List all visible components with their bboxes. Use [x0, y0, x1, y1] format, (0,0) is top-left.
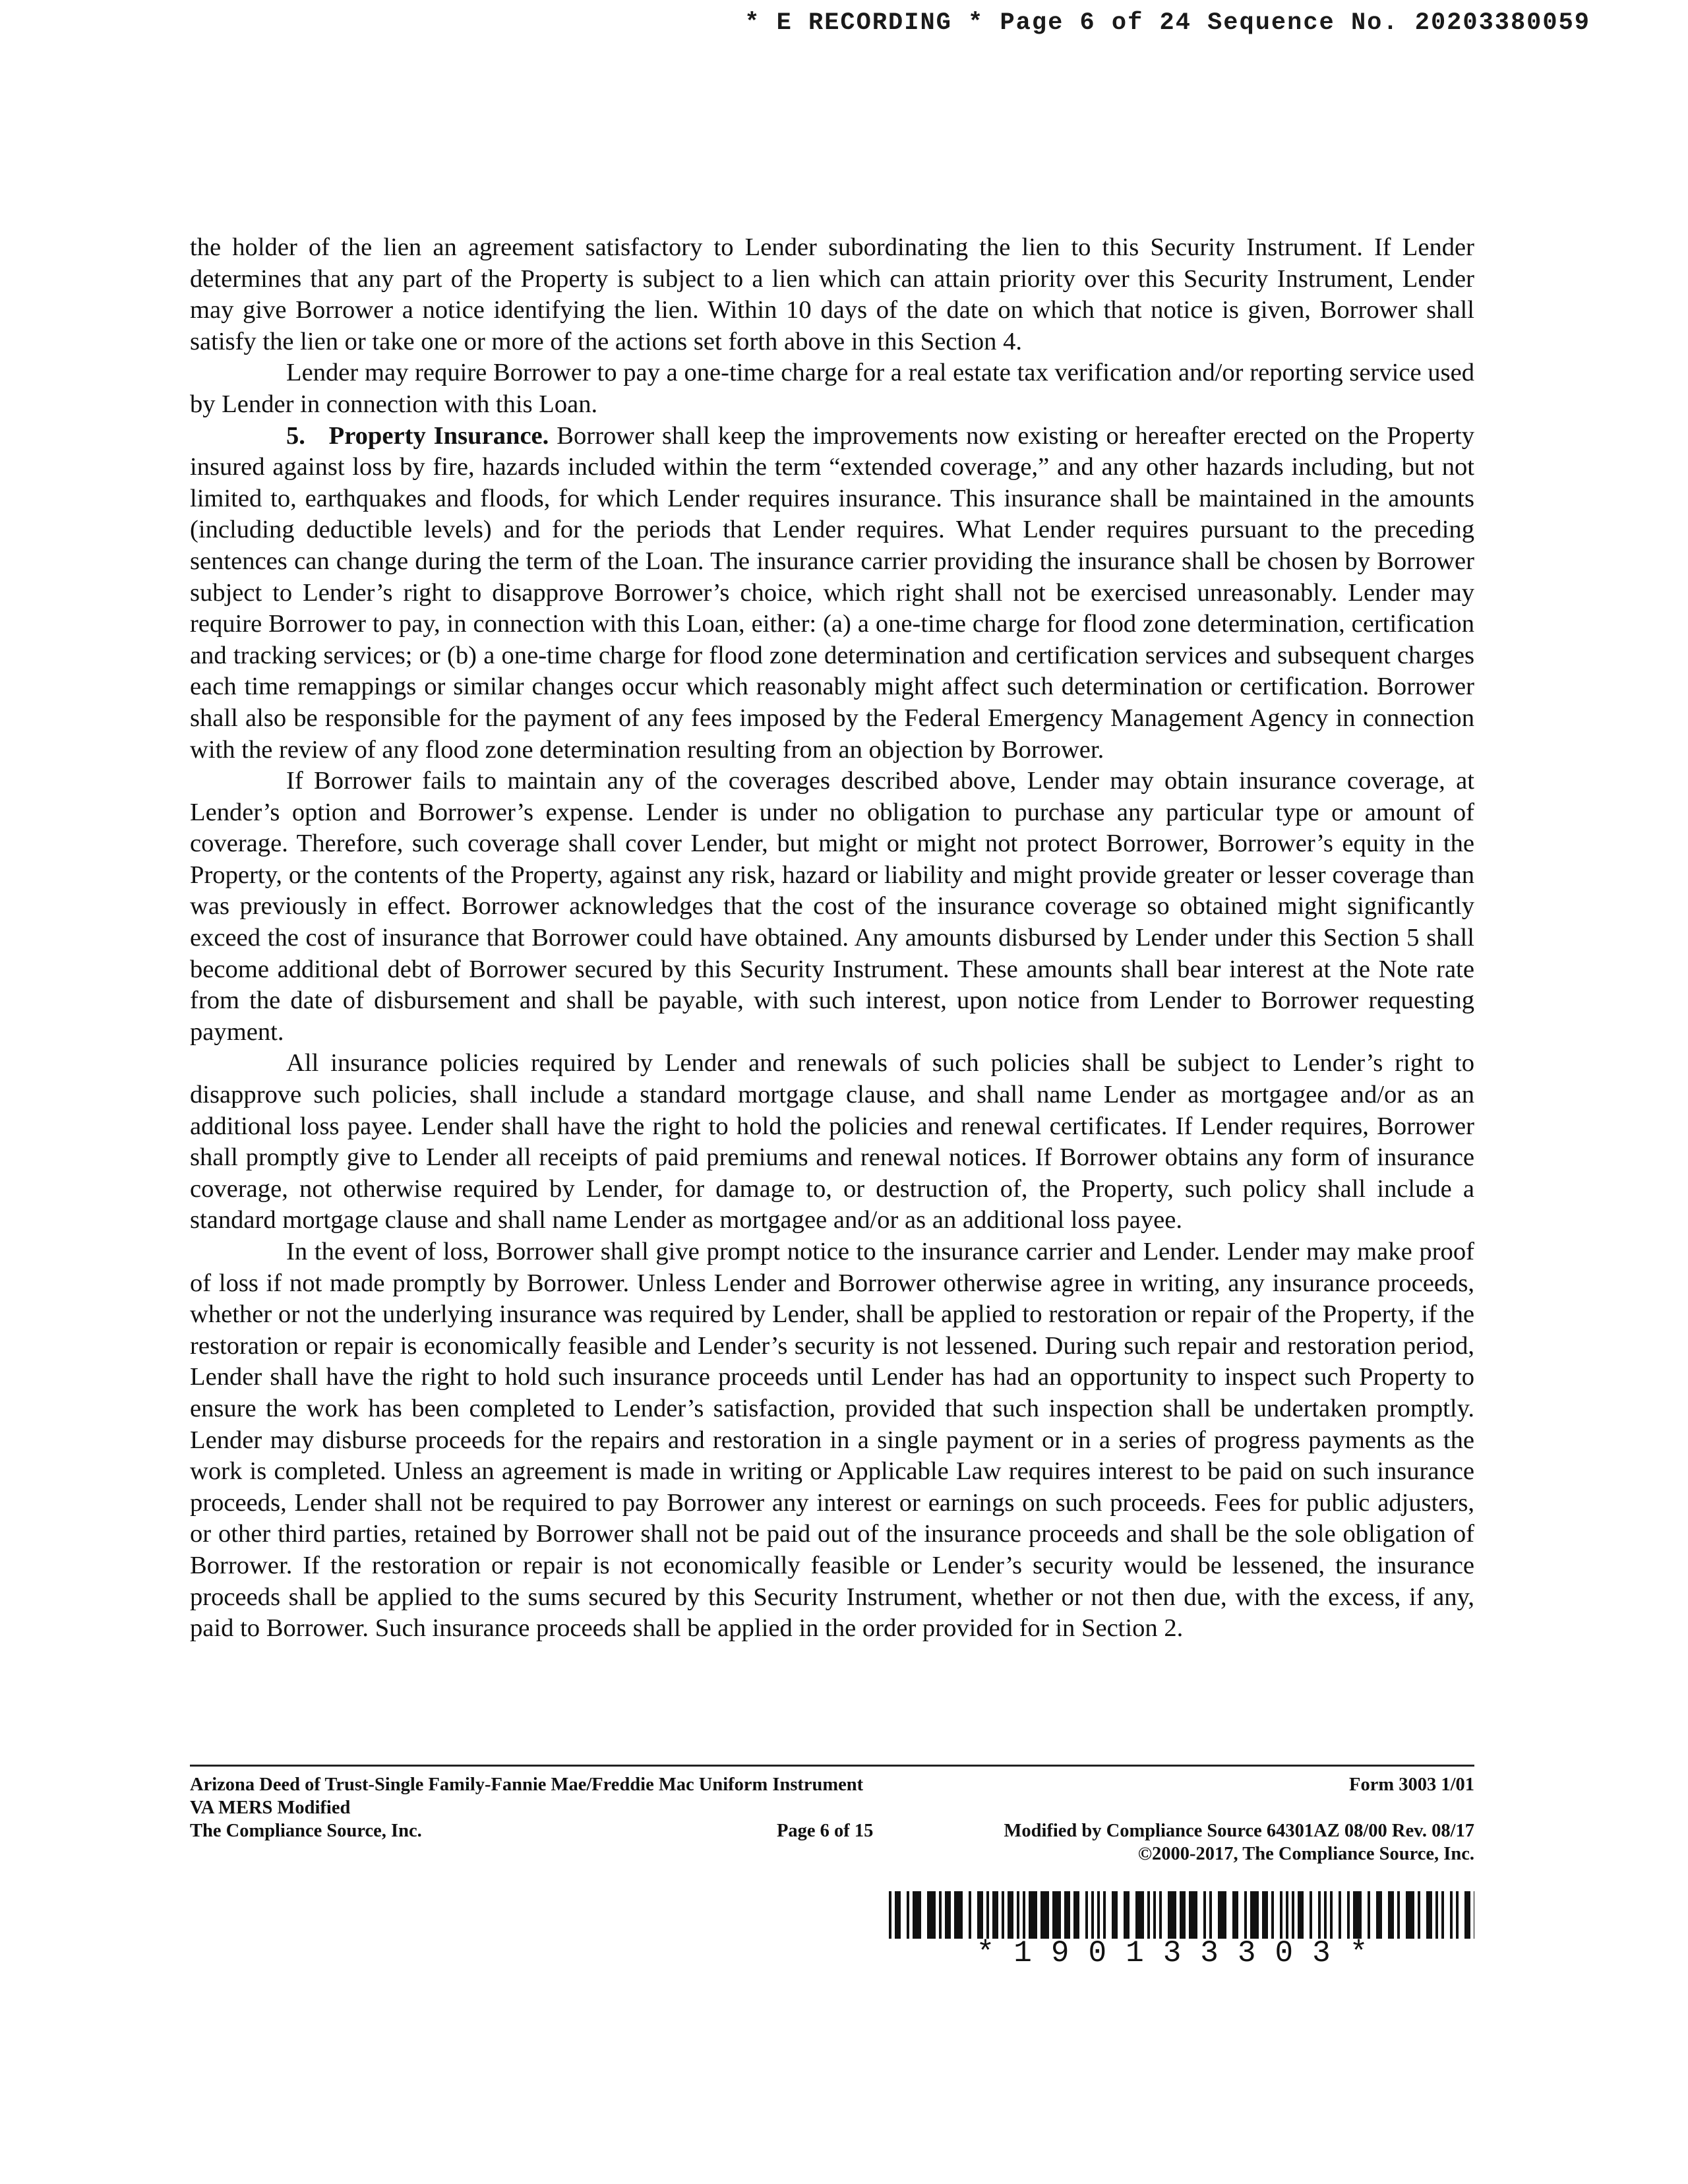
barcode-bar: [977, 1891, 983, 1939]
section-title: Property Insurance.: [328, 421, 549, 450]
barcode-bar: [1103, 1891, 1106, 1939]
barcode-bar: [1339, 1891, 1341, 1939]
barcode-number: *190133303*: [976, 1936, 1387, 1970]
barcode-bar: [1280, 1891, 1282, 1939]
barcode-bar: [1397, 1891, 1400, 1939]
barcode-bar: [1203, 1891, 1206, 1939]
barcode-bar: [1189, 1891, 1197, 1939]
barcode-bar: [969, 1891, 971, 1939]
barcode-bar: [1464, 1891, 1470, 1939]
barcode-bar: [1029, 1891, 1037, 1939]
barcode-bar: [1347, 1891, 1350, 1939]
barcode-bar: [1262, 1891, 1268, 1939]
paragraph-insurance-policies: All insurance policies required by Lender and renewals of such policies shall be subject to Lender’s right to disapprove such policies, shall include a standard mortgage clause, and shall name Lender as mortgagee and/or as an additional loss payee. Lender shall have the right to hold the policies and renewal certificates. If Lender requires, Borrower shall promptly give to Lender all receipts of paid premiums and renewal notices. If Borrower obtains any form of insurance coverage, not otherwise required by Lender, for damage to, or destruction of, the Property, such policy shall include a standard mortgage clause and shall name Lender as mortgagee and/or as an additional loss payee.: [190, 1049, 1474, 1234]
paragraph-continuation: the holder of the lien an agreement satisfactory to Lender subordinating the lien to this Security Instrument. If Lender determines that any part of the Property is subject to a lien which can attain priority over this Security Instrument, Lender may give Borrower a notice identifying the lien. Within 10 days of the date on which that notice is given, Borrower shall satisfy the lien or take one or more of the actions set forth above in this Section 4.: [190, 233, 1474, 355]
barcode-bar: [1073, 1891, 1079, 1939]
barcode-bar: [1180, 1891, 1186, 1939]
barcode-bar: [1426, 1891, 1432, 1939]
document-body: [190, 232, 1474, 1645]
page-number: Page 6 of 15: [777, 1821, 874, 1841]
barcode-bar: [1135, 1891, 1144, 1939]
form-modifier: VA MERS Modified: [190, 1798, 351, 1818]
barcode-bar: [1271, 1891, 1274, 1939]
barcode-bar: [1244, 1891, 1247, 1939]
barcode-bar: [1085, 1891, 1088, 1939]
copyright: ©2000-2017, The Compliance Source, Inc.: [1137, 1844, 1474, 1864]
barcode-bar: [1023, 1891, 1025, 1939]
barcode-bar: [1368, 1891, 1370, 1939]
barcode-bar: [1388, 1891, 1394, 1939]
barcode-bar: [889, 1891, 891, 1939]
barcode-bar: [895, 1891, 901, 1939]
paragraph-tax-verification: Lender may require Borrower to pay a one-time charge for a real estate tax verification and/or reporting service used by Lender in connection with this Loan.: [190, 359, 1474, 418]
barcode-bar: [1002, 1891, 1004, 1939]
paragraph-event-of-loss: In the event of loss, Borrower shall give prompt notice to the insurance carrier and Lender. Lender may make proof of loss if not made promptly by Borrower. Unless Lender and Borrower otherwise agree in writing, any insurance proceeds, whether or not the underlying insurance was required by Lender, shall be applied to restoration or repair of the Property, if the restoration or repair is economically feasible and Lender’s security is not lessened. During such repair and restoration period, Lender shall have the right to hold such insurance proceeds until Lender has had an opportunity to inspect such Property to ensure the work has been completed to Lender’s satisfaction, provided that such inspection shall be undertaken promptly. Lender may disburse proceeds for the repairs and restoration in a single payment or in a series of progress payments as the work is completed. Unless an agreement is made in writing or Applicable Law requires interest to be paid on such insurance proceeds, Lender shall not be required to pay Borrower any interest or earnings on such proceeds. Fees for public adjusters, or other third parties, retained by Borrower shall not be paid out of the insurance proceeds and shall be the sole obligation of Borrower. If the restoration or repair is not economically feasible or Lender’s security would be lessened, the insurance proceeds shall be applied to the sums secured by this Security Instrument, whether or not then due, with the excess, if any, paid to Borrower. Such insurance proceeds shall be applied in the order provided for in Section 2.: [190, 1238, 1474, 1643]
barcode-bar: [1292, 1891, 1294, 1939]
barcode-bar: [945, 1891, 951, 1939]
barcode-bar: [1318, 1891, 1321, 1939]
barcode-bar: [1052, 1891, 1061, 1939]
barcode-bar: [986, 1891, 989, 1939]
barcode-bar: [1008, 1891, 1013, 1939]
barcode-bar: [1153, 1891, 1156, 1939]
barcode-bar: [1418, 1891, 1420, 1939]
barcode-bar: [1017, 1891, 1019, 1939]
barcode-bar: [1064, 1891, 1070, 1939]
barcode-bar: [1040, 1891, 1049, 1939]
barcode-bar: [1298, 1891, 1304, 1939]
barcode-bar: [1330, 1891, 1333, 1939]
barcode-bar: [907, 1891, 909, 1939]
barcode-bar: [939, 1891, 942, 1939]
barcode-bar: [927, 1891, 936, 1939]
barcode-bar: [1286, 1891, 1288, 1939]
modified-by: Modified by Compliance Source 64301AZ 08/00 Rev. 08/17: [1004, 1821, 1474, 1841]
barcode-bar: [1310, 1891, 1312, 1939]
barcode-bar: [1168, 1891, 1176, 1939]
barcode-bar: [1097, 1891, 1100, 1939]
barcode-bar: [913, 1891, 921, 1939]
barcode-bar: [1456, 1891, 1459, 1939]
paragraph-coverage-failure: If Borrower fails to maintain any of the coverages described above, Lender may obtain insurance coverage, at Lender’s option and Borrower’s expense. Lender is under no obligation to purchase any particular type or amount of coverage. Therefore, such coverage shall cover Lender, but might or might not protect Borrower, Borrower’s equity in the Property, or the contents of the Property, against any risk, hazard or liability and might provide greater or lesser coverage than was previously in effect. Borrower acknowledges that the cost of the insurance coverage so obtained might significantly exceed the cost of insurance that Borrower could have obtained. Any amounts disbursed by Lender under this Section 5 shall become additional debt of Borrower secured by this Security Instrument. These amounts shall bear interest at the Note rate from the date of disbursement and shall be payable, with such interest, upon notice from Lender to Borrower requesting payment.: [190, 767, 1474, 1046]
barcode-bar: [1159, 1891, 1162, 1939]
barcode-graphic: [889, 1891, 1474, 1939]
section-number: 5.: [286, 421, 305, 450]
barcode-bar: [1406, 1891, 1414, 1939]
barcode-bar: [1353, 1891, 1362, 1939]
barcode-bar: [1250, 1891, 1259, 1939]
company-name: The Compliance Source, Inc.: [190, 1821, 422, 1841]
paragraph-property-insurance: [190, 421, 1474, 766]
barcode-bar: [1450, 1891, 1453, 1939]
barcode-bar: [1124, 1891, 1130, 1939]
form-number: Form 3003 1/01: [1349, 1774, 1474, 1795]
barcode-bar: [1232, 1891, 1238, 1939]
barcode-bar: [1324, 1891, 1327, 1939]
barcode-bar: [1209, 1891, 1212, 1939]
footer-divider: [190, 1765, 1474, 1767]
barcode-bar: [992, 1891, 998, 1939]
barcode-bar: [1441, 1891, 1444, 1939]
barcode-bar: [1376, 1891, 1382, 1939]
form-title: Arizona Deed of Trust-Single Family-Fannie Mae/Freddie Mac Uniform Instrument: [190, 1774, 864, 1795]
barcode-bar: [1435, 1891, 1438, 1939]
barcode-bar: [1112, 1891, 1118, 1939]
barcode-bar: [1147, 1891, 1150, 1939]
barcode-bar: [1091, 1891, 1094, 1939]
barcode-bar: [954, 1891, 963, 1939]
section-text: Borrower shall keep the improvements now existing or hereafter erected on the Property insured against loss by fire, hazards included within the term “extended coverage,” and any other hazards including, but not limited to, earthquakes and floods, for which Lender requires insurance. This insurance shall be maintained in the amounts (including deductible levels) and for the periods that Lender requires. What Lender requires pursuant to the preceding sentences can change during the term of the Loan. The insurance carrier providing the insurance shall be chosen by Borrower subject to Lender’s right to disapprove Borrower’s choice, which right shall not be exercised unreasonably. Lender may require Borrower to pay, in connection with this Loan, either: (a) a one-time charge for flood zone determination, certification and tracking services; or (b) a one-time charge for flood zone determination and certification services and subsequent charges each time remappings or similar changes occur which reasonably might affect such determination or certification. Borrower shall also be responsible for the payment of any fees imposed by the Federal Emergency Management Agency in connection with the review of any flood zone determination resulting from an objection by Borrower.: [190, 421, 1475, 764]
barcode-bar: [1218, 1891, 1226, 1939]
recording-header: * E RECORDING * Page 6 of 24 Sequence No. 20203380059: [744, 9, 1590, 37]
